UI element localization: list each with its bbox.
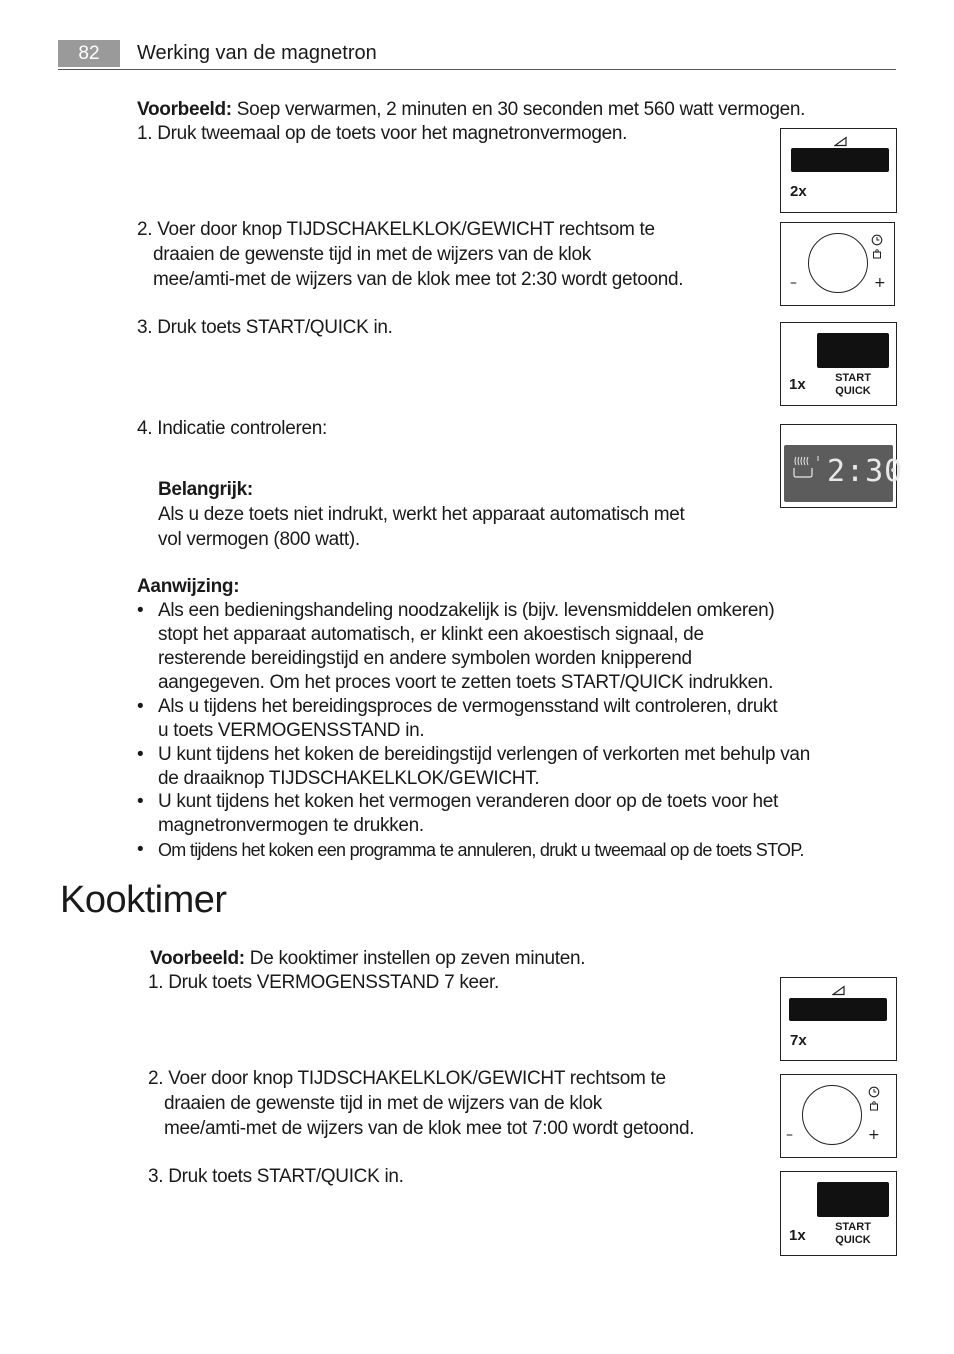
note-3-line-2: de draaiknop TIJDSCHAKELKLOK/GEWICHT. <box>158 768 540 789</box>
press-count: 1x <box>789 1227 806 1244</box>
weight-icon <box>872 249 882 259</box>
timer-icon <box>871 234 883 246</box>
example-line-2 <box>150 947 585 971</box>
step-4: 4. Indicatie controleren: <box>137 418 328 439</box>
timer-icon <box>868 1086 880 1098</box>
example-text: De kooktimer instellen op zeven minuten. <box>244 948 586 969</box>
important-label: Belangrijk: <box>158 479 253 500</box>
timer-step-3: 3. Druk toets START/QUICK in. <box>148 1166 404 1187</box>
quick-label: QUICK <box>835 1234 871 1246</box>
figure-timer-knob <box>780 222 895 306</box>
start-quick-label <box>829 1221 877 1247</box>
step-1: 1. Druk tweemaal op de toets voor het magnetronvermogen. <box>137 123 628 144</box>
bullet: • <box>137 744 144 765</box>
step-2-line-2: draaien de gewenste tijd in met de wijzers van de klok <box>153 244 591 265</box>
figure-start-button-1x <box>780 322 897 406</box>
header-title: Werking van de magnetron <box>137 42 377 64</box>
start-quick-label <box>829 372 877 398</box>
important-line-1: Als u deze toets niet indrukt, werkt het apparaat automatisch met <box>158 504 685 525</box>
page-number: 82 <box>58 40 120 67</box>
step-3: 3. Druk toets START/QUICK in. <box>137 317 393 338</box>
figure-timer-knob-2 <box>780 1074 897 1158</box>
header-rule <box>58 69 896 70</box>
microwave-icon <box>790 455 822 481</box>
weight-icon <box>869 1101 879 1111</box>
step-2-line-3: mee/amti-met de wijzers van de klok mee tot 2:30 wordt getoond. <box>153 269 684 290</box>
note-label: Aanwijzing: <box>137 576 240 597</box>
power-icon <box>832 985 846 996</box>
important-line-2: vol vermogen (800 watt). <box>158 529 360 550</box>
note-bullet-5 <box>137 838 153 862</box>
bullet: • <box>137 839 144 860</box>
example-text: Soep verwarmen, 2 minuten en 30 seconden met 560 watt vermogen. <box>231 99 806 120</box>
note-bullet-2 <box>137 695 153 719</box>
timer-weight-knob <box>802 1085 862 1145</box>
plus-sign: + <box>874 275 886 291</box>
figure-power-button-2x <box>780 128 897 213</box>
power-button <box>791 148 889 172</box>
start-quick-button <box>817 1182 889 1217</box>
timer-step-1: 1. Druk toets VERMOGENSSTAND 7 keer. <box>148 972 500 993</box>
note-2-line-2: u toets VERMOGENSSTAND in. <box>158 720 425 741</box>
note-1-line-4: aangegeven. Om het proces voort te zetten toets START/QUICK indrukken. <box>158 672 774 693</box>
press-count: 1x <box>789 376 806 393</box>
note-bullet-4 <box>137 790 153 814</box>
bullet: • <box>137 600 144 621</box>
timer-weight-knob <box>808 233 868 293</box>
start-label: START <box>835 372 871 384</box>
figure-start-button-1x-2 <box>780 1171 897 1256</box>
timer-step-2-line-2: draaien de gewenste tijd in met de wijzers van de klok <box>164 1093 602 1114</box>
note-1-line-2: stopt het apparaat automatisch, er klinkt een akoestisch signaal, de <box>158 624 704 645</box>
power-button <box>789 998 887 1021</box>
note-1-line-3: resterende bereidingstijd en andere symbolen worden knipperend <box>158 648 692 669</box>
minus-sign: – <box>786 1127 793 1143</box>
step-2-line-1: 2. Voer door knop TIJDSCHAKELKLOK/GEWICHT rechtsom te <box>137 219 655 240</box>
note-bullet-1 <box>137 599 153 623</box>
note-bullet-3 <box>137 743 153 767</box>
bullet: • <box>137 791 144 812</box>
note-1-line-1: Als een bedieningshandeling noodzakelijk is (bijv. levensmiddelen omkeren) <box>158 600 775 621</box>
timer-step-2-line-3: mee/amti-met de wijzers van de klok mee tot 7:00 wordt getoond. <box>164 1118 695 1139</box>
minus-sign: – <box>790 275 797 291</box>
note-5-line-1: Om tijdens het koken een programma te annuleren, drukt u tweemaal op de toets STOP. <box>158 840 804 860</box>
note-4-line-1: U kunt tijdens het koken het vermogen veranderen door op de toets voor het <box>158 791 778 812</box>
start-label: START <box>835 1221 871 1233</box>
example-label: Voorbeeld: <box>137 99 232 120</box>
example-line <box>137 98 805 122</box>
bullet: • <box>137 696 144 717</box>
start-quick-button <box>817 333 889 368</box>
note-4-line-2: magnetronvermogen te drukken. <box>158 815 424 836</box>
timer-step-2-line-1: 2. Voer door knop TIJDSCHAKELKLOK/GEWICHT rechtsom te <box>148 1068 666 1089</box>
press-count: 7x <box>790 1032 807 1049</box>
plus-sign: + <box>868 1127 880 1143</box>
note-3-line-1: U kunt tijdens het koken de bereidingstijd verlengen of verkorten met behulp van <box>158 744 810 765</box>
lcd-display <box>784 445 904 502</box>
display-time: 2:30 <box>827 454 904 489</box>
press-count: 2x <box>790 183 807 200</box>
figure-display-indication <box>780 424 904 508</box>
power-icon <box>834 136 848 147</box>
quick-label: QUICK <box>835 385 871 397</box>
example-label: Voorbeeld: <box>150 948 245 969</box>
note-2-line-1: Als u tijdens het bereidingsproces de vermogensstand wilt controleren, drukt <box>158 696 778 717</box>
figure-power-button-7x <box>780 977 897 1061</box>
section-title-kooktimer: Kooktimer <box>60 879 227 921</box>
